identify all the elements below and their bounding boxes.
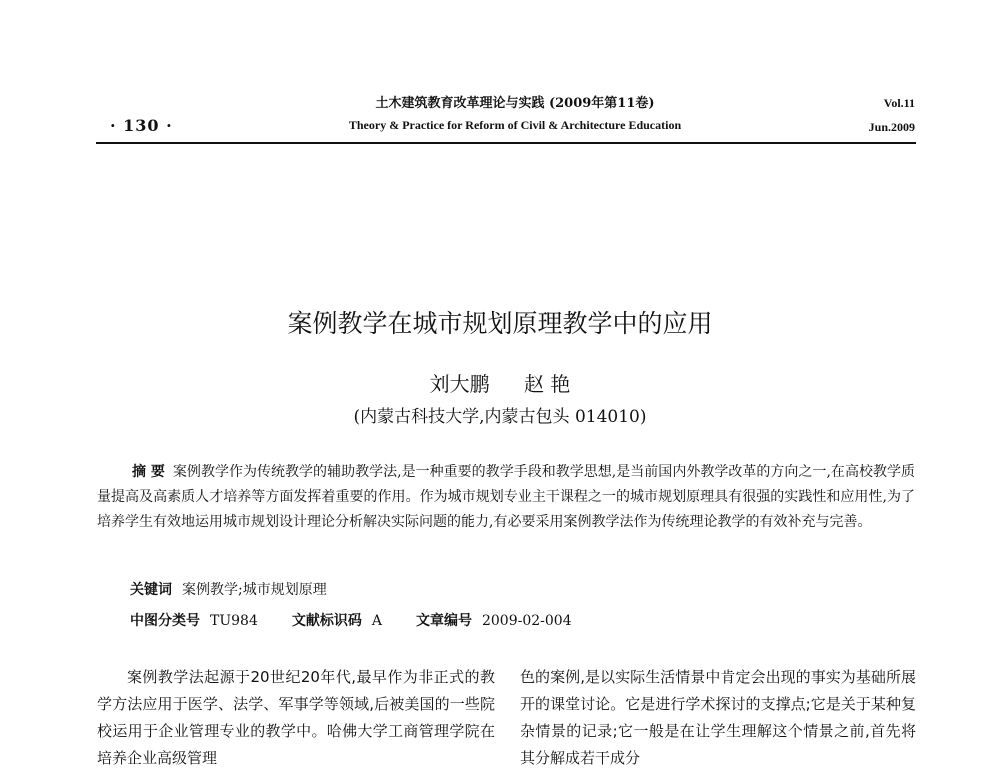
abstract: [97, 460, 915, 535]
journal-title-cn: 土木建筑教育改革理论与实践 (2009年第11卷): [375, 96, 655, 111]
doc-code-label: 文献标识码: [291, 613, 362, 629]
body-column-left: 案例教学法起源于20世纪20年代,最早作为非正式的教学方法应用于医学、法学、军事学等领域,后被美国的一些院校运用于企业管理专业的教学中。哈佛大学工商管理学院在培养企业高级管理: [97, 668, 495, 767]
body-column-right: 色的案例,是以实际生活情景中肯定会出现的事实为基础所展开的课堂讨论。它是进行学术探讨的支撑点;它是关于某种复杂情景的记录;它一般是在让学生理解这个情景之前,首先将其分解成若干成分: [520, 668, 916, 767]
volume-label: Vol.11: [883, 96, 915, 110]
doc-code-value: A: [371, 613, 382, 629]
issue-date: Jun.2009: [868, 120, 915, 134]
article-no-value: 2009-02-004: [481, 613, 572, 629]
journal-title-en: Theory & Practice for Reform of Civil & Architecture Education: [348, 118, 682, 132]
keywords-row: [130, 579, 327, 599]
clc-label: 中图分类号: [130, 613, 200, 629]
keywords-value: 案例教学;城市规划原理: [182, 582, 327, 598]
author-name: 刘大鹏: [429, 372, 490, 396]
abstract-text: 案例教学作为传统教学的辅助教学法,是一种重要的教学手段和教学思想,是当前国内外教学改革的方向之一,在高校教学质量提高及高素质人才培养等方面发挥着重要的作用。作为城市规划专业主干课程之一的城市规划原理具有很强的实践性和应用性,为了培养学生有效地运用城市规划设计理论分析解决实际问题的能力,有必要采用案例教学法作为传统理论教学的有效补充与完善。: [97, 464, 915, 530]
article-title: 案例教学在城市规划原理教学中的应用: [287, 309, 713, 338]
author-name: 赵 艳: [524, 372, 571, 396]
header-rule: [96, 142, 916, 144]
affiliation: (内蒙古科技大学,内蒙古包头 014010): [353, 407, 647, 427]
clc-value: TU984: [210, 613, 258, 629]
abstract-label: 摘 要: [132, 464, 165, 480]
article-no-label: 文章编号: [415, 613, 472, 629]
classification-row: [130, 610, 572, 630]
keywords-label: 关键词: [130, 582, 172, 598]
page-number: · 130 ·: [110, 116, 173, 135]
authors: [200, 368, 800, 397]
